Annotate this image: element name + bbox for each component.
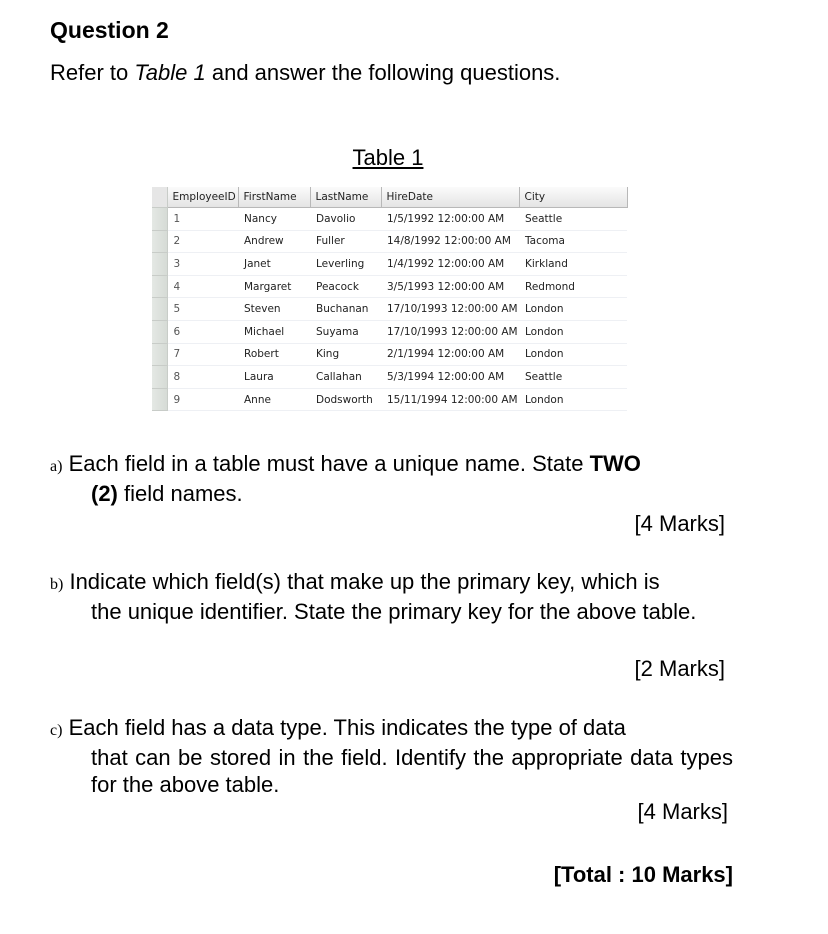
table-row <box>152 343 627 366</box>
cell-city: Seattle <box>519 366 627 389</box>
column-header-firstname: FirstName <box>238 187 310 208</box>
employee-table <box>152 187 628 411</box>
row-selector <box>152 253 167 276</box>
column-header-lastname: LastName <box>310 187 381 208</box>
total-marks: [Total : 10 Marks] <box>553 862 733 887</box>
cell-employeeid: 4 <box>167 275 238 298</box>
column-header-city: City <box>519 187 627 208</box>
table-row <box>152 253 627 276</box>
cell-firstname: Steven <box>238 298 310 321</box>
cell-employeeid: 9 <box>167 388 238 411</box>
cell-hiredate: 5/3/1994 12:00:00 AM <box>381 366 519 389</box>
table-row <box>152 275 627 298</box>
row-selector <box>152 388 167 411</box>
cell-firstname: Michael <box>238 320 310 343</box>
cell-hiredate: 17/10/1993 12:00:00 AM <box>381 320 519 343</box>
table-header-row <box>152 187 627 208</box>
cell-employeeid: 7 <box>167 343 238 366</box>
cell-hiredate: 15/11/1994 12:00:00 AM <box>381 388 519 411</box>
cell-firstname: Janet <box>238 253 310 276</box>
cell-city: London <box>519 298 627 321</box>
cell-hiredate: 3/5/1993 12:00:00 AM <box>381 275 519 298</box>
question-title: Question 2 <box>50 17 169 43</box>
question-part-c: c) Each field has a data type. This indicates the type of data that can be stored in the field. Identify the appropriate data types for the above table. <box>50 715 733 797</box>
table-row <box>152 230 627 253</box>
cell-employeeid: 6 <box>167 320 238 343</box>
row-selector <box>152 298 167 321</box>
row-selector <box>152 230 167 253</box>
cell-hiredate: 1/4/1992 12:00:00 AM <box>381 253 519 276</box>
row-selector <box>152 343 167 366</box>
table-row <box>152 320 627 343</box>
cell-city: London <box>519 343 627 366</box>
cell-employeeid: 2 <box>167 230 238 253</box>
part-b-marker: b) <box>50 576 64 593</box>
table-row <box>152 388 627 411</box>
cell-employeeid: 1 <box>167 208 238 231</box>
cell-lastname: Davolio <box>310 208 381 231</box>
cell-firstname: Andrew <box>238 230 310 253</box>
cell-lastname: Peacock <box>310 275 381 298</box>
cell-hiredate: 14/8/1992 12:00:00 AM <box>381 230 519 253</box>
column-header-employeeid: EmployeeID <box>167 187 238 208</box>
question-part-b: b) Indicate which field(s) that make up the primary key, which is the unique identifier. State the primary key for the above table. <box>50 569 697 624</box>
cell-firstname: Nancy <box>238 208 310 231</box>
part-a-marks: [4 Marks] <box>634 511 725 536</box>
row-selector <box>152 208 167 231</box>
row-selector <box>152 320 167 343</box>
part-a-marker: a) <box>50 458 63 475</box>
part-c-marker: c) <box>50 722 63 739</box>
cell-lastname: Leverling <box>310 253 381 276</box>
cell-firstname: Anne <box>238 388 310 411</box>
table-row <box>152 298 627 321</box>
cell-city: Redmond <box>519 275 627 298</box>
question-intro: Refer to Table 1 and answer the following questions. <box>50 60 561 85</box>
cell-hiredate: 17/10/1993 12:00:00 AM <box>381 298 519 321</box>
cell-city: Kirkland <box>519 253 627 276</box>
cell-city: London <box>519 388 627 411</box>
cell-lastname: King <box>310 343 381 366</box>
row-selector <box>152 366 167 389</box>
cell-city: London <box>519 320 627 343</box>
cell-lastname: Dodsworth <box>310 388 381 411</box>
question-part-a: a) Each field in a table must have a unique name. State TWO (2) field names. <box>50 451 641 506</box>
row-selector <box>152 275 167 298</box>
cell-lastname: Buchanan <box>310 298 381 321</box>
cell-firstname: Laura <box>238 366 310 389</box>
part-c-marks: [4 Marks] <box>637 799 728 824</box>
cell-city: Tacoma <box>519 230 627 253</box>
table-reference: Table 1 <box>134 60 206 85</box>
row-selector-header <box>152 187 167 208</box>
cell-lastname: Fuller <box>310 230 381 253</box>
cell-hiredate: 2/1/1994 12:00:00 AM <box>381 343 519 366</box>
cell-lastname: Suyama <box>310 320 381 343</box>
cell-hiredate: 1/5/1992 12:00:00 AM <box>381 208 519 231</box>
table-row <box>152 208 627 231</box>
cell-employeeid: 8 <box>167 366 238 389</box>
cell-firstname: Margaret <box>238 275 310 298</box>
part-b-marks: [2 Marks] <box>634 656 725 681</box>
cell-employeeid: 5 <box>167 298 238 321</box>
cell-lastname: Callahan <box>310 366 381 389</box>
cell-employeeid: 3 <box>167 253 238 276</box>
table-caption: Table 1 <box>352 145 424 170</box>
cell-city: Seattle <box>519 208 627 231</box>
column-header-hiredate: HireDate <box>381 187 519 208</box>
cell-firstname: Robert <box>238 343 310 366</box>
table-row <box>152 366 627 389</box>
